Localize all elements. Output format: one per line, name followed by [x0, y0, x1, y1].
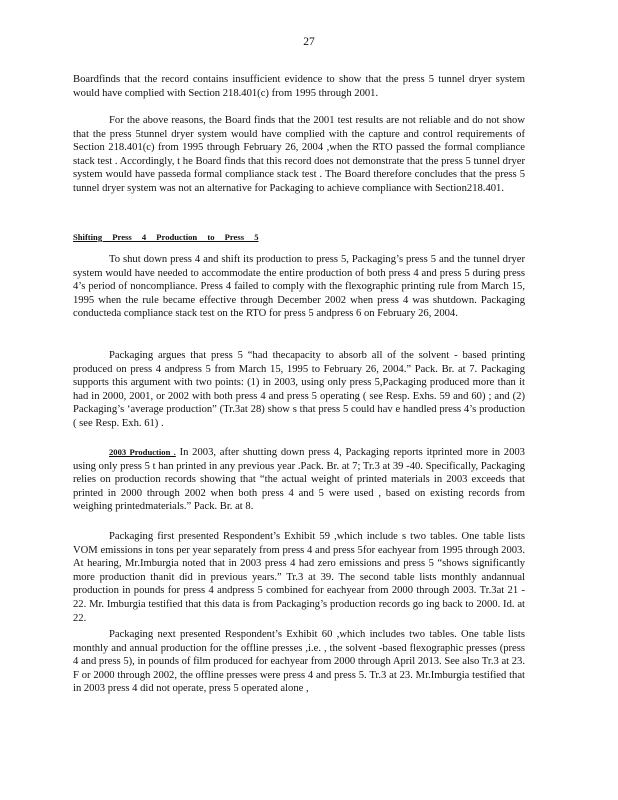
- paragraph-text: [73, 446, 525, 514]
- paragraph-text: Packaging first presented Respondent’s Exhibit 59 ,which include s two tables. One table lists VOM emissions in tons per year separately from press 4 and press 5for eachyear from 1995 through 2003. At hearing, Mr.Imburgia noted that in 2003 press 4 had zero emissions and press 5 “shows significantly more production thanit did in previous years.” Tr.3 at 39. The second table lists monthly andannual production in pounds for press 4 andpress 5 combined for eachyear from 2000 through 2003. Tr.3at 21 - 22. Mr. Imburgia testified that this data is from Packaging’s production records go ing back to 2000. Id. at 22.: [73, 531, 525, 624]
- paragraph-packaging-argues: [73, 349, 525, 431]
- paragraph-text: Packaging next presented Respondent’s Exhibit 60 ,which includes two tables. One table lists monthly and annual production for the offline presses ,i.e. , the solvent -based flexographic presses (press 4 and press 5), in pounds of film produced for eachyear from 2000 through April 2013. See also Tr.3 at 23. F or 2000 through 2002, the offline presses were press 4 and press 5. Tr.3 at 23. Mr.Imburgia testified that in 2003 press 4 did not operate, press 5 operated alone ,: [73, 629, 525, 695]
- paragraph-exhibit-60: [73, 628, 525, 696]
- paragraph-2003-production: [73, 446, 525, 514]
- paragraph-text: Packaging argues that press 5 “had thecapacity to absorb all of the solvent - based printing produced on press 4 andpress 5 from March 15, 1995 to February 26, 2004.” Pack. Br. at 7. Packaging supports this argument with two points: (1) in 2003, using only press 5,Packaging produced more than it had in 2000, 2001, or 2002 with both press 4 and press 5 operating ( see Resp. Exhs. 59 and 60) ; and (2) Packaging’s ‘average production” (Tr.3at 28) show s that press 5 could hav e handled press 4’s production ( see Resp. Exh. 61) .: [73, 350, 525, 429]
- paragraph-board-conclusion: [73, 114, 525, 196]
- paragraph-shut-down: [73, 253, 525, 321]
- paragraph-text: Boardfinds that the record contains insufficient evidence to show that the press 5 tunnel dryer system would have complied with Section 218.401(c) from 1995 through 2001.: [73, 74, 525, 99]
- paragraph-continuation: [73, 73, 525, 100]
- paragraph-text: To shut down press 4 and shift its production to press 5, Packaging’s press 5 and the tunnel dryer system would have needed to accommodate the entire production of both press 4 and press 5 during press 4’s period of noncompliance. Press 4 failed to comply with the flexographic printing rule from March 15, 1995 when the rule became effective through December 2002 when press 4 was shutdown. Packaging conducteda compliance stack test on the RTO for press 5 andpress 6 on February 26, 2004.: [73, 254, 525, 320]
- subheading-2003-production: 2003 Production .: [109, 447, 176, 457]
- section-heading: Shifting Press 4 Production to Press 5: [73, 232, 259, 242]
- paragraph-text: For the above reasons, the Board finds that the 2001 test results are not reliable and do not show that the press 5tunnel dryer system would have complied with the capture and control requirements of Section 218.401(c) from 1995 through February 26, 2004 ,when the RTO passed the formal compliance stack test . Accordingly, t he Board finds that this record does not demonstrate that the press 5 tunnel dryer system would have passeda formal compliance stack test . The Board therefore concludes that the press 5 tunnel dryer system was not an alternative for Packaging to achieve compliance with Section218.401.: [73, 115, 525, 194]
- paragraph-exhibit-59: [73, 530, 525, 625]
- page-number: 27: [303, 36, 315, 48]
- paragraph-body: In 2003, after shutting down press 4, Packaging reports itprinted more in 2003 using only press 5 t han printed in any previous year .Pack. Br. at 7; Tr.3 at 39 -40. Specifically, Packaging relies on production records showing that “the actual weight of printed materials in 2003 exceeds that printed in 2000 through 2002 when both press 4 and 5 were used , based on existing records from weighing printedmaterials.” Pack. Br. at 8.: [73, 447, 525, 513]
